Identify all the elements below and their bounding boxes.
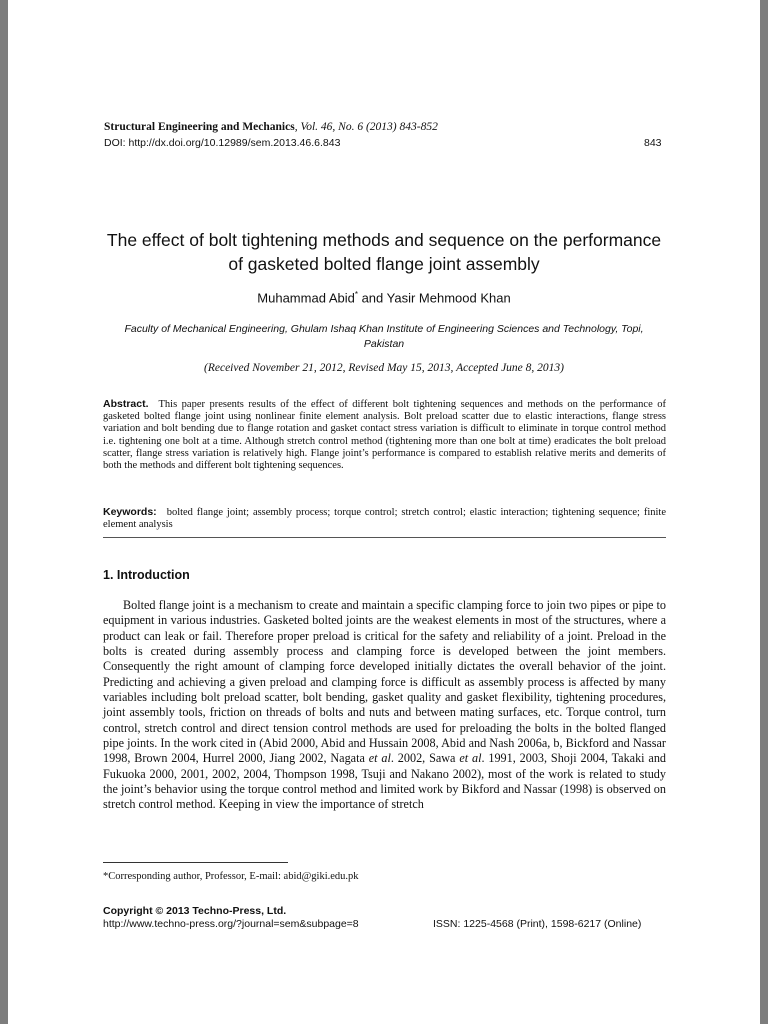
- received-dates: (Received November 21, 2012, Revised May 15, 2013, Accepted June 8, 2013): [204, 362, 564, 374]
- author-list: [104, 290, 664, 305]
- paragraph-text: . 2002, Sawa: [390, 751, 460, 766]
- body-paragraph: [103, 598, 666, 813]
- document-page: [8, 0, 760, 1024]
- abstract-text: This paper presents results of the effect of different bolt tightening sequences and methods on the performance of gasketed bolted flange joint using nonlinear finite element analysis. Bolt preload scatter due to elastic interactions, flange stress variation and bolt bending due to flange rotation and gasket contact stress variation is difficult to eliminate in torque control method i.e. tightening one bolt at a time. Although stretch control method (tightening more than one bolt at time) eradicates the bolt preload scatter, flange stress variation is relatively high. Flange joint’s performance is compared to establish relative merits and demerits of both the methods and different bolt tightening sequences.: [103, 399, 666, 472]
- publisher-link[interactable]: http://www.techno-press.org/?journal=sem&subpage=8: [103, 918, 359, 930]
- section-heading: 1. Introduction: [103, 568, 190, 582]
- doi-link[interactable]: DOI: http://dx.doi.org/10.12989/sem.2013.46.6.843: [104, 137, 341, 149]
- abstract-label: Abstract.: [103, 398, 149, 410]
- affiliation: Faculty of Mechanical Engineering, Ghulam Ishaq Khan Institute of Engineering Sciences and Technology, Topi, Pakistan: [124, 323, 644, 350]
- issn-info: ISSN: 1225-4568 (Print), 1598-6217 (Online): [433, 918, 642, 930]
- journal-citation: [104, 121, 438, 133]
- copyright-notice: Copyright © 2013 Techno-Press, Ltd.: [103, 905, 287, 917]
- journal-volume: , Vol. 46, No. 6 (2013) 843-852: [294, 121, 438, 133]
- keywords-label: Keywords:: [103, 506, 157, 518]
- page-number: 843: [644, 137, 662, 149]
- article-title: The effect of bolt tightening methods and sequence on the performance of gasketed bolted flange joint assembly: [106, 230, 662, 274]
- corresponding-author-mark: *: [354, 290, 358, 299]
- footnote: *Corresponding author, Professor, E-mail: abid@giki.edu.pk: [103, 871, 359, 882]
- footnote-divider: [103, 862, 288, 863]
- paragraph-text: . 1991, 2003, Shoji 2004, Takaki and Fukuoka 2000, 2001, 2002, 2004, Thompson 1998, Tsuji and Nakano 2002), most of the work is related to study the joint’s behavior using the torque control method and limited work by Bikford and Nassar (1998) is observed on stretch control method. Keeping in view the importance of stretch: [103, 751, 667, 812]
- journal-name: Structural Engineering and Mechanics: [104, 121, 295, 133]
- paragraph-text: Bolted flange joint is a mechanism to create and maintain a specific clamping force to join two pipes or pipe to equipment in various industries. Gasketed bolted joints are the weakest elements in most of the structures, where a product can leak or fail. Therefore proper preload is critical for the safety and reliability of a joint. Preload in the bolts is created during assembly process and clamping force is developed between the joint members. Consequently the right amount of clamping force developed initially dictates the overall behavior of the joint. Predicting and achieving a given preload and clamping force is difficult as assembly process is affected by many variables including bolt preload scatter, bolt bending, gasket quality and gasket flexibility, tightening procedures, joint assembly tools, friction on threads of bolts and nuts and between mating surfaces, etc. Torque control, turn control, stretch control and direct tension control methods are used for preloading the bolts in the bolted flanged pipe joints. In the work cited in (Abid 2000, Abid and Hussain 2008, Abid and Nash 2006a, b, Bickford and Nassar 1998, Brown 2004, Hurrel 2000, Jiang 2002, Nagata: [103, 598, 666, 766]
- section-divider: [103, 537, 666, 538]
- keywords-text: bolted flange joint; assembly process; torque control; stretch control; elastic interaction; tightening sequence; finite element analysis: [103, 507, 666, 531]
- author-name: and Yasir Mehmood Khan: [357, 290, 511, 306]
- author-name: Muhammad Abid: [257, 290, 355, 306]
- et-al-text: et al: [368, 751, 391, 766]
- abstract: [103, 398, 666, 472]
- keywords: [103, 506, 666, 531]
- et-al-text: et al: [459, 751, 482, 766]
